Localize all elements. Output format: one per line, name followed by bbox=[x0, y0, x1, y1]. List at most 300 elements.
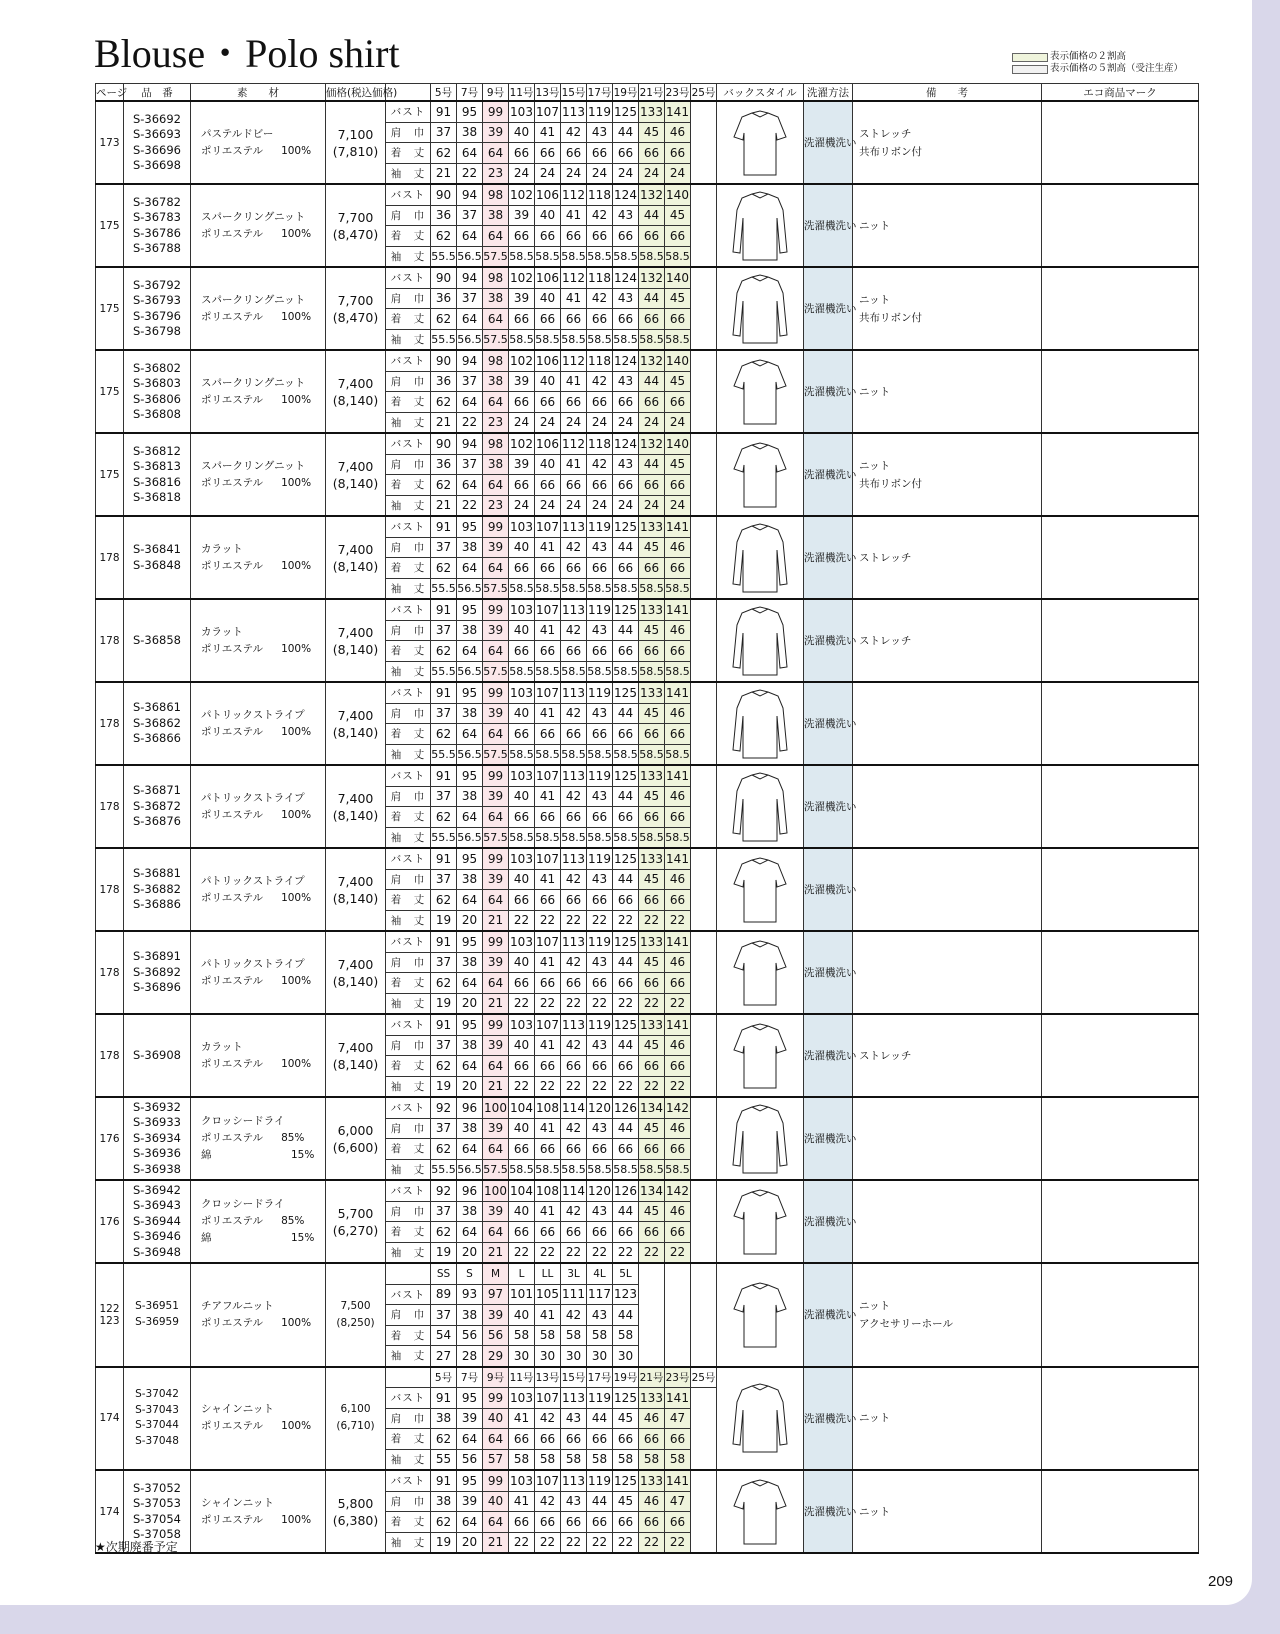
size-value: 42 bbox=[561, 1035, 587, 1056]
price-with-tax: (6,710) bbox=[336, 1420, 375, 1433]
size-value bbox=[691, 682, 717, 703]
size-value: 58.5 bbox=[613, 744, 639, 765]
size-value: 64 bbox=[483, 143, 509, 164]
size-value: 66 bbox=[665, 973, 691, 994]
size-value bbox=[691, 516, 717, 537]
size-value: 24 bbox=[561, 163, 587, 184]
size-value: 38 bbox=[457, 1201, 483, 1222]
product-code: S-36908 bbox=[132, 1047, 182, 1062]
size-value: 23 bbox=[483, 163, 509, 184]
size-value: 24 bbox=[535, 495, 561, 516]
size-value: 58.5 bbox=[613, 329, 639, 350]
size-value: 118 bbox=[587, 350, 613, 371]
size-value: 58.5 bbox=[509, 744, 535, 765]
measure-label: バスト bbox=[386, 350, 431, 371]
size-value: 123 bbox=[613, 1284, 639, 1305]
size-value: 106 bbox=[535, 433, 561, 454]
size-value: 58.5 bbox=[587, 827, 613, 848]
size-value: 141 bbox=[665, 1470, 691, 1491]
size-value: 22 bbox=[535, 1532, 561, 1553]
product-code: S-36934 bbox=[132, 1130, 182, 1145]
size-value: 22 bbox=[509, 1532, 535, 1553]
size-value: 66 bbox=[665, 1512, 691, 1533]
size-value: 22 bbox=[665, 1532, 691, 1553]
size-value: 40 bbox=[509, 952, 535, 973]
size-value: 64 bbox=[483, 1139, 509, 1160]
price-value: 7,400 bbox=[337, 790, 374, 806]
measure-row bbox=[96, 350, 1199, 371]
eco-mark bbox=[1042, 682, 1199, 765]
size-value: 43 bbox=[587, 869, 613, 890]
size-value: 22 bbox=[535, 1242, 561, 1263]
price-with-tax: (8,250) bbox=[336, 1316, 375, 1329]
size-value: 113 bbox=[561, 1388, 587, 1409]
measure-label: 着 丈 bbox=[386, 641, 431, 662]
measure-label: バスト bbox=[386, 931, 431, 952]
remark-line: ニット bbox=[859, 1412, 891, 1425]
material-fiber: ポリエステル bbox=[201, 310, 264, 323]
size-value: 46 bbox=[665, 786, 691, 807]
size-value: 66 bbox=[639, 475, 665, 496]
product-group bbox=[96, 1367, 1199, 1471]
size-value: 66 bbox=[587, 475, 613, 496]
product-code: S-36783 bbox=[132, 210, 182, 224]
size-value: 36 bbox=[431, 288, 457, 309]
size-value bbox=[691, 1470, 717, 1491]
size-value: 21 bbox=[431, 412, 457, 433]
size-value: 95 bbox=[457, 599, 483, 620]
page-ref: 178 bbox=[96, 931, 124, 1014]
size-value: 66 bbox=[665, 475, 691, 496]
size-value: 43 bbox=[587, 1305, 613, 1326]
back-style bbox=[717, 1014, 804, 1097]
size-value: 39 bbox=[483, 952, 509, 973]
size-value bbox=[691, 226, 717, 247]
price bbox=[326, 931, 386, 1014]
size-value: 46 bbox=[665, 1035, 691, 1056]
material-percent: 100% bbox=[281, 393, 312, 406]
size-value: 24 bbox=[613, 412, 639, 433]
remarks bbox=[853, 350, 1042, 433]
size-value: 108 bbox=[535, 1180, 561, 1201]
measure-label: バスト bbox=[386, 1470, 431, 1491]
size-value: 22 bbox=[457, 163, 483, 184]
price-value: 7,700 bbox=[337, 209, 374, 225]
material-line bbox=[201, 1213, 325, 1230]
size-value: 43 bbox=[587, 1201, 613, 1222]
measure-label: 袖 丈 bbox=[386, 1159, 431, 1180]
size-value: 37 bbox=[431, 122, 457, 143]
size-value: 66 bbox=[535, 641, 561, 662]
size-value: 56.5 bbox=[457, 661, 483, 682]
size-value bbox=[691, 807, 717, 828]
measure-label: 肩 巾 bbox=[386, 1118, 431, 1139]
size-value: 20 bbox=[457, 1242, 483, 1263]
size-value: 91 bbox=[431, 101, 457, 122]
size-value: 22 bbox=[613, 993, 639, 1014]
measure-label: 着 丈 bbox=[386, 392, 431, 413]
blouse-back-icon bbox=[730, 856, 790, 924]
size-value: 66 bbox=[613, 641, 639, 662]
size-value: 64 bbox=[483, 807, 509, 828]
size-value: 29 bbox=[483, 1346, 509, 1367]
size-value: 66 bbox=[665, 392, 691, 413]
size-value: 46 bbox=[665, 537, 691, 558]
blouse-back-icon bbox=[730, 771, 790, 843]
size-value: 66 bbox=[587, 1429, 613, 1450]
size-value: 22 bbox=[587, 1532, 613, 1553]
size-value: 66 bbox=[509, 1222, 535, 1243]
size-value: 46 bbox=[665, 620, 691, 641]
size-value: 66 bbox=[639, 309, 665, 330]
size-value: 92 bbox=[431, 1097, 457, 1118]
product-codes bbox=[124, 516, 191, 599]
measure-label: 肩 巾 bbox=[386, 786, 431, 807]
size-value: 66 bbox=[561, 724, 587, 745]
wash-method: 洗濯機洗い bbox=[804, 1097, 853, 1180]
size-value bbox=[691, 641, 717, 662]
size-value: 119 bbox=[587, 1014, 613, 1035]
size-value: 119 bbox=[587, 1388, 613, 1409]
size-value: 24 bbox=[587, 163, 613, 184]
measure-label: バスト bbox=[386, 682, 431, 703]
price bbox=[326, 101, 386, 184]
back-style bbox=[717, 931, 804, 1014]
size-value bbox=[691, 1346, 717, 1367]
size-value: 66 bbox=[509, 1512, 535, 1533]
size-value: 66 bbox=[613, 807, 639, 828]
product-codes bbox=[124, 350, 191, 433]
size-value bbox=[691, 392, 717, 413]
product-group bbox=[96, 1263, 1199, 1367]
size-value: 43 bbox=[613, 454, 639, 475]
wash-method: 洗濯機洗い bbox=[804, 931, 853, 1014]
size-value: 66 bbox=[639, 807, 665, 828]
size-value: 66 bbox=[535, 973, 561, 994]
material-percent: 15% bbox=[291, 1149, 315, 1161]
size-value: 111 bbox=[561, 1284, 587, 1305]
size-value: 106 bbox=[535, 350, 561, 371]
size-value: 103 bbox=[509, 599, 535, 620]
size-value: 20 bbox=[457, 993, 483, 1014]
size-value: 66 bbox=[535, 392, 561, 413]
size-value: 58.5 bbox=[535, 661, 561, 682]
price bbox=[326, 516, 386, 599]
material-line bbox=[201, 1056, 325, 1073]
size-value: 55.5 bbox=[431, 744, 457, 765]
size-value: 39 bbox=[483, 869, 509, 890]
size-value: 37 bbox=[457, 288, 483, 309]
size-value: 62 bbox=[431, 226, 457, 247]
size-value: 41 bbox=[535, 122, 561, 143]
material-fiber: ポリエステル bbox=[201, 1215, 264, 1227]
size-value: 94 bbox=[457, 184, 483, 205]
price bbox=[326, 350, 386, 433]
size-value: 66 bbox=[639, 392, 665, 413]
size-value: 119 bbox=[587, 1470, 613, 1491]
product-group bbox=[96, 184, 1199, 267]
size-value: 133 bbox=[639, 848, 665, 869]
size-value: 44 bbox=[613, 1118, 639, 1139]
size-value: 19 bbox=[431, 1242, 457, 1263]
size-value: 41 bbox=[535, 620, 561, 641]
size-value: 66 bbox=[509, 143, 535, 164]
material-percent: 85% bbox=[281, 1132, 305, 1144]
size-value: 134 bbox=[639, 1097, 665, 1118]
size-value: 42 bbox=[561, 122, 587, 143]
page-ref: 173 bbox=[96, 101, 124, 184]
product-code: S-36872 bbox=[132, 798, 182, 813]
size-value: 22 bbox=[509, 993, 535, 1014]
size-value: 38 bbox=[457, 1035, 483, 1056]
size-value bbox=[665, 1284, 691, 1305]
size-value: 36 bbox=[431, 205, 457, 226]
size-value: 46 bbox=[639, 1491, 665, 1512]
size-value: 66 bbox=[587, 392, 613, 413]
material bbox=[191, 1263, 326, 1367]
product-code: S-36806 bbox=[132, 391, 182, 406]
remarks bbox=[853, 267, 1042, 350]
column-header: バックスタイル bbox=[717, 84, 804, 102]
measure-label: 着 丈 bbox=[386, 475, 431, 496]
size-value: 141 bbox=[665, 516, 691, 537]
size-value: 107 bbox=[535, 848, 561, 869]
size-value: 42 bbox=[561, 537, 587, 558]
size-value: 40 bbox=[509, 703, 535, 724]
size-value: 133 bbox=[639, 1470, 665, 1491]
size-value bbox=[691, 309, 717, 330]
size-label bbox=[665, 1263, 691, 1284]
size-value: 40 bbox=[509, 122, 535, 143]
size-value: 106 bbox=[535, 267, 561, 288]
size-value: 37 bbox=[431, 620, 457, 641]
size-value: 38 bbox=[457, 1305, 483, 1326]
product-code: S-36876 bbox=[132, 814, 182, 829]
size-value: 113 bbox=[561, 765, 587, 786]
size-label: LL bbox=[535, 1263, 561, 1284]
wash-method: 洗濯機洗い bbox=[804, 599, 853, 682]
size-value bbox=[691, 890, 717, 911]
size-value: 43 bbox=[561, 1408, 587, 1429]
size-value bbox=[691, 412, 717, 433]
product-group bbox=[96, 599, 1199, 682]
size-value bbox=[691, 1222, 717, 1243]
product-code: S-36951 bbox=[135, 1300, 179, 1313]
size-value: 43 bbox=[587, 620, 613, 641]
size-value: 39 bbox=[483, 122, 509, 143]
size-value: 113 bbox=[561, 931, 587, 952]
size-value: 58.5 bbox=[509, 246, 535, 267]
size-value: 27 bbox=[431, 1346, 457, 1367]
size-value: 37 bbox=[431, 869, 457, 890]
size-value: 22 bbox=[639, 1076, 665, 1097]
measure-label: 着 丈 bbox=[386, 1429, 431, 1450]
size-value: 39 bbox=[509, 371, 535, 392]
product-code: S-36946 bbox=[132, 1229, 182, 1244]
eco-mark bbox=[1042, 1180, 1199, 1263]
size-value: 66 bbox=[535, 890, 561, 911]
size-value: 46 bbox=[665, 122, 691, 143]
wash-method: 洗濯機洗い bbox=[804, 1470, 853, 1553]
remarks bbox=[853, 1367, 1042, 1471]
size-value: 94 bbox=[457, 433, 483, 454]
size-value: 58.5 bbox=[665, 744, 691, 765]
material-fiber: ポリエステル bbox=[201, 227, 264, 240]
size-value: 141 bbox=[665, 848, 691, 869]
fabric-name: パトリックストライプ bbox=[201, 874, 305, 887]
size-value: 58.5 bbox=[509, 827, 535, 848]
blouse-back-icon bbox=[730, 605, 790, 677]
product-code: S-36796 bbox=[132, 308, 182, 323]
material bbox=[191, 682, 326, 765]
size-value: 66 bbox=[613, 890, 639, 911]
size-value: 94 bbox=[457, 350, 483, 371]
measure-label: 着 丈 bbox=[386, 1325, 431, 1346]
size-value: 56.5 bbox=[457, 1159, 483, 1180]
size-value: 64 bbox=[457, 1139, 483, 1160]
size-value: 19 bbox=[431, 1532, 457, 1553]
size-value: 66 bbox=[613, 392, 639, 413]
material-line bbox=[201, 807, 325, 824]
size-value: 112 bbox=[561, 433, 587, 454]
size-value: 58 bbox=[665, 1449, 691, 1470]
price-value: 7,400 bbox=[337, 873, 374, 889]
size-value: 103 bbox=[509, 101, 535, 122]
size-value: 21 bbox=[483, 1242, 509, 1263]
size-value: 58.5 bbox=[665, 246, 691, 267]
size-value: 42 bbox=[561, 1305, 587, 1326]
size-value: 58 bbox=[509, 1449, 535, 1470]
size-value: 43 bbox=[587, 1118, 613, 1139]
size-value: 37 bbox=[457, 205, 483, 226]
size-value: 20 bbox=[457, 1532, 483, 1553]
blouse-back-icon bbox=[730, 190, 790, 262]
size-value: 45 bbox=[613, 1408, 639, 1429]
size-value: 95 bbox=[457, 682, 483, 703]
size-value: 112 bbox=[561, 184, 587, 205]
size-value: 41 bbox=[535, 1201, 561, 1222]
material-percent: 85% bbox=[281, 1215, 305, 1227]
size-label: 5号 bbox=[431, 1367, 457, 1388]
size-value: 22 bbox=[613, 1242, 639, 1263]
size-value: 44 bbox=[613, 952, 639, 973]
size-value: 58.5 bbox=[613, 246, 639, 267]
size-value: 55.5 bbox=[431, 578, 457, 599]
size-value: 66 bbox=[613, 309, 639, 330]
size-value: 46 bbox=[665, 1201, 691, 1222]
size-label: SS bbox=[431, 1263, 457, 1284]
size-value: 22 bbox=[665, 1076, 691, 1097]
size-value: 141 bbox=[665, 1388, 691, 1409]
price-with-tax: (8,140) bbox=[332, 890, 379, 906]
size-value: 20 bbox=[457, 910, 483, 931]
size-value: 45 bbox=[639, 537, 665, 558]
size-value: 64 bbox=[457, 807, 483, 828]
product-group bbox=[96, 101, 1199, 184]
measure-label: 袖 丈 bbox=[386, 1076, 431, 1097]
back-style bbox=[717, 1263, 804, 1367]
size-label: 21号 bbox=[639, 1367, 665, 1388]
size-value: 62 bbox=[431, 890, 457, 911]
material-line bbox=[201, 1147, 325, 1164]
size-value: 64 bbox=[483, 558, 509, 579]
size-value: 43 bbox=[613, 205, 639, 226]
price-with-tax: (7,810) bbox=[332, 143, 379, 159]
price-with-tax: (6,380) bbox=[332, 1512, 379, 1528]
size-value: 42 bbox=[587, 205, 613, 226]
measure-label: 袖 丈 bbox=[386, 1449, 431, 1470]
size-value: 99 bbox=[483, 931, 509, 952]
size-value: 113 bbox=[561, 682, 587, 703]
measure-label: バスト bbox=[386, 516, 431, 537]
product-code: S-37054 bbox=[132, 1511, 182, 1526]
blouse-back-icon bbox=[730, 1382, 790, 1454]
size-value: 64 bbox=[483, 1056, 509, 1077]
price bbox=[326, 1097, 386, 1180]
product-code: S-37052 bbox=[132, 1480, 182, 1495]
size-label: 13号 bbox=[535, 1367, 561, 1388]
blouse-back-icon bbox=[730, 688, 790, 760]
size-value: 142 bbox=[665, 1097, 691, 1118]
size-value: 38 bbox=[431, 1491, 457, 1512]
product-code: S-36896 bbox=[132, 980, 182, 995]
size-value: 58.5 bbox=[665, 827, 691, 848]
price bbox=[326, 1367, 386, 1471]
fabric-name: チアフルニット bbox=[201, 1299, 274, 1312]
material-percent: 100% bbox=[281, 476, 312, 489]
product-code: S-37043 bbox=[135, 1403, 179, 1416]
size-value: 91 bbox=[431, 682, 457, 703]
size-value bbox=[691, 143, 717, 164]
size-value: 44 bbox=[613, 1035, 639, 1056]
fabric-name: クロッシードライ bbox=[201, 1198, 285, 1210]
size-value: 24 bbox=[665, 412, 691, 433]
size-value: 119 bbox=[587, 765, 613, 786]
size-value: 37 bbox=[431, 1201, 457, 1222]
size-value: 39 bbox=[509, 288, 535, 309]
price-value: 7,400 bbox=[337, 375, 374, 391]
size-value: 24 bbox=[639, 495, 665, 516]
product-code: S-36802 bbox=[132, 360, 182, 375]
wash-method: 洗濯機洗い bbox=[804, 101, 853, 184]
size-value: 58.5 bbox=[561, 578, 587, 599]
size-value: 58 bbox=[535, 1449, 561, 1470]
remark-line: ニット bbox=[859, 293, 891, 306]
size-value: 66 bbox=[561, 1512, 587, 1533]
remark-line: ニット bbox=[859, 219, 891, 232]
material-percent: 100% bbox=[281, 1057, 312, 1070]
price-value: 6,100 bbox=[340, 1403, 371, 1416]
size-value bbox=[691, 1325, 717, 1346]
fabric-name: スパークリングニット bbox=[201, 459, 306, 472]
column-header: ページ bbox=[96, 84, 124, 102]
size-value: 64 bbox=[483, 1222, 509, 1243]
product-code: S-36862 bbox=[132, 715, 182, 730]
size-value: 119 bbox=[587, 101, 613, 122]
back-style bbox=[717, 1097, 804, 1180]
material-percent: 100% bbox=[281, 1316, 312, 1329]
column-header: 品 番 bbox=[124, 84, 191, 102]
size-value: 38 bbox=[457, 537, 483, 558]
product-codes bbox=[124, 1367, 191, 1471]
size-value: 66 bbox=[587, 1512, 613, 1533]
size-value: 44 bbox=[613, 620, 639, 641]
size-value bbox=[691, 599, 717, 620]
measure-label: 肩 巾 bbox=[386, 1408, 431, 1429]
size-value: 66 bbox=[665, 641, 691, 662]
size-value: 141 bbox=[665, 682, 691, 703]
size-value: 56 bbox=[457, 1325, 483, 1346]
